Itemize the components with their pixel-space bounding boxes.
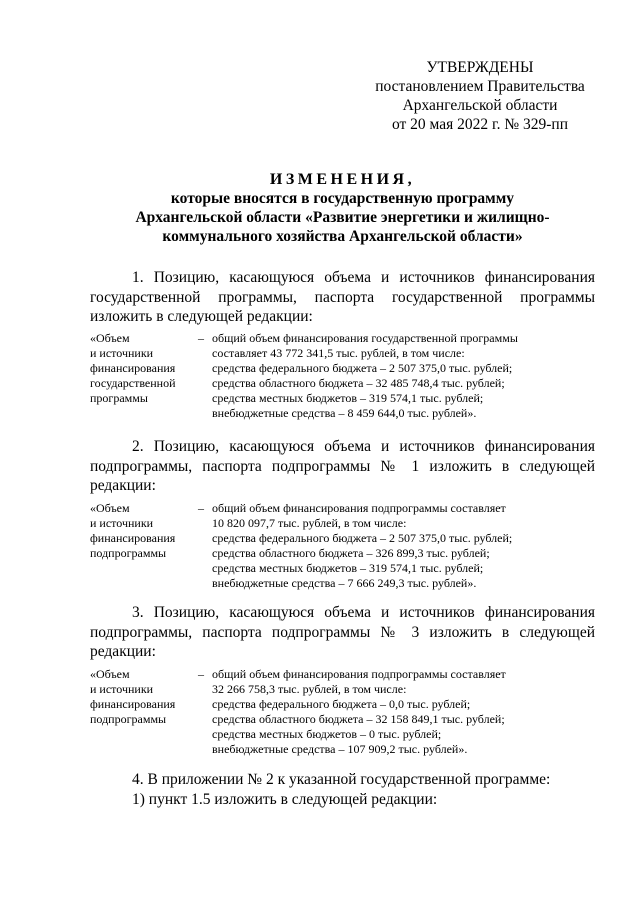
value-line: 10 820 097,7 тыс. рублей, в том числе: xyxy=(212,516,407,530)
table-dash: – xyxy=(198,501,204,515)
section-3-text xyxy=(90,603,595,662)
value-line: составляет 43 772 341,5 тыс. рублей, в том числе: xyxy=(212,346,465,360)
section-3-table xyxy=(90,667,600,762)
label-line: «Объем xyxy=(90,667,130,681)
value-line: общий объем финансирования государственной программы xyxy=(212,331,518,345)
paragraph-line: подпрограммы, паспорта подпрограммы № 3 изложить в следующей xyxy=(90,623,595,641)
table-values xyxy=(212,331,602,421)
value-line: средства федерального бюджета – 0,0 тыс. рублей; xyxy=(212,697,471,711)
paragraph-line: редакции: xyxy=(90,643,156,660)
paragraph-line: 3. Позицию, касающуюся объема и источников финансирования xyxy=(132,604,595,621)
table-dash: – xyxy=(198,331,204,345)
label-line: и источники xyxy=(90,516,154,530)
value-line: средства местных бюджетов – 0 тыс. рублей; xyxy=(212,727,442,741)
paragraph-line: 4. В приложении № 2 к указанной государственной программе: xyxy=(132,771,551,788)
title-line: которые вносятся в государственную программу xyxy=(170,190,515,207)
paragraph-line: 1. Позицию, касающуюся объема и источников финансирования xyxy=(132,269,595,286)
label-line: и источники xyxy=(90,346,154,360)
value-line: 32 266 758,3 тыс. рублей, в том числе: xyxy=(212,682,407,696)
approval-heading: УТВЕРЖДЕНЫ xyxy=(426,59,534,76)
section-2-text xyxy=(90,437,595,496)
table-values xyxy=(212,667,602,757)
document-title xyxy=(90,170,595,246)
section-1-text xyxy=(90,268,595,327)
value-line: средства областного бюджета – 32 485 748,4 тыс. рублей; xyxy=(212,376,505,390)
label-line: подпрограммы xyxy=(90,712,167,726)
value-line: средства федерального бюджета – 2 507 375,0 тыс. рублей; xyxy=(212,361,513,375)
table-label xyxy=(90,331,190,406)
approval-block xyxy=(360,58,600,134)
paragraph-line: государственной программы, паспорта государственной программы xyxy=(90,288,595,306)
label-line: программы xyxy=(90,391,148,405)
section-1-table xyxy=(90,331,600,426)
label-line: финансирования xyxy=(90,531,176,545)
section-2-table xyxy=(90,501,600,596)
value-line: средства областного бюджета – 32 158 849,1 тыс. рублей; xyxy=(212,712,505,726)
item-4-text xyxy=(90,770,595,809)
label-line: «Объем xyxy=(90,501,130,515)
value-line: внебюджетные средства – 8 459 644,0 тыс. рублей». xyxy=(212,406,477,420)
paragraph-line: изложить в следующей редакции: xyxy=(90,308,313,325)
table-label xyxy=(90,667,190,727)
label-line: подпрограммы xyxy=(90,546,167,560)
table-values xyxy=(212,501,602,591)
title-main: ИЗМЕНЕНИЯ, xyxy=(269,171,416,188)
value-line: общий объем финансирования подпрограммы составляет xyxy=(212,667,506,681)
approval-line: Архангельской области xyxy=(402,97,558,114)
value-line: внебюджетные средства – 107 909,2 тыс. рублей». xyxy=(212,742,468,756)
paragraph-line: 2. Позицию, касающуюся объема и источников финансирования xyxy=(132,438,595,455)
label-line: финансирования xyxy=(90,361,176,375)
label-line: государственной xyxy=(90,376,176,390)
approval-line: постановлением Правительства xyxy=(375,78,585,95)
label-line: «Объем xyxy=(90,331,130,345)
paragraph-line: 1) пункт 1.5 изложить в следующей редакции: xyxy=(132,790,438,808)
table-label xyxy=(90,501,190,561)
table-dash: – xyxy=(198,667,204,681)
title-line: Архангельской области «Развитие энергетики и жилищно- xyxy=(135,209,550,226)
value-line: средства федерального бюджета – 2 507 375,0 тыс. рублей; xyxy=(212,531,513,545)
approval-date: от 20 мая 2022 г. № 329-пп xyxy=(391,116,569,133)
value-line: общий объем финансирования подпрограммы составляет xyxy=(212,501,506,515)
value-line: средства областного бюджета – 326 899,3 тыс. рублей; xyxy=(212,546,490,560)
label-line: финансирования xyxy=(90,697,176,711)
value-line: внебюджетные средства – 7 666 249,3 тыс. рублей». xyxy=(212,576,477,590)
paragraph-line: подпрограммы, паспорта подпрограммы № 1 изложить в следующей xyxy=(90,457,595,475)
title-line: коммунального хозяйства Архангельской области» xyxy=(162,228,523,245)
value-line: средства местных бюджетов – 319 574,1 тыс. рублей; xyxy=(212,561,484,575)
value-line: средства местных бюджетов – 319 574,1 тыс. рублей; xyxy=(212,391,484,405)
label-line: и источники xyxy=(90,682,154,696)
paragraph-line: редакции: xyxy=(90,477,156,494)
